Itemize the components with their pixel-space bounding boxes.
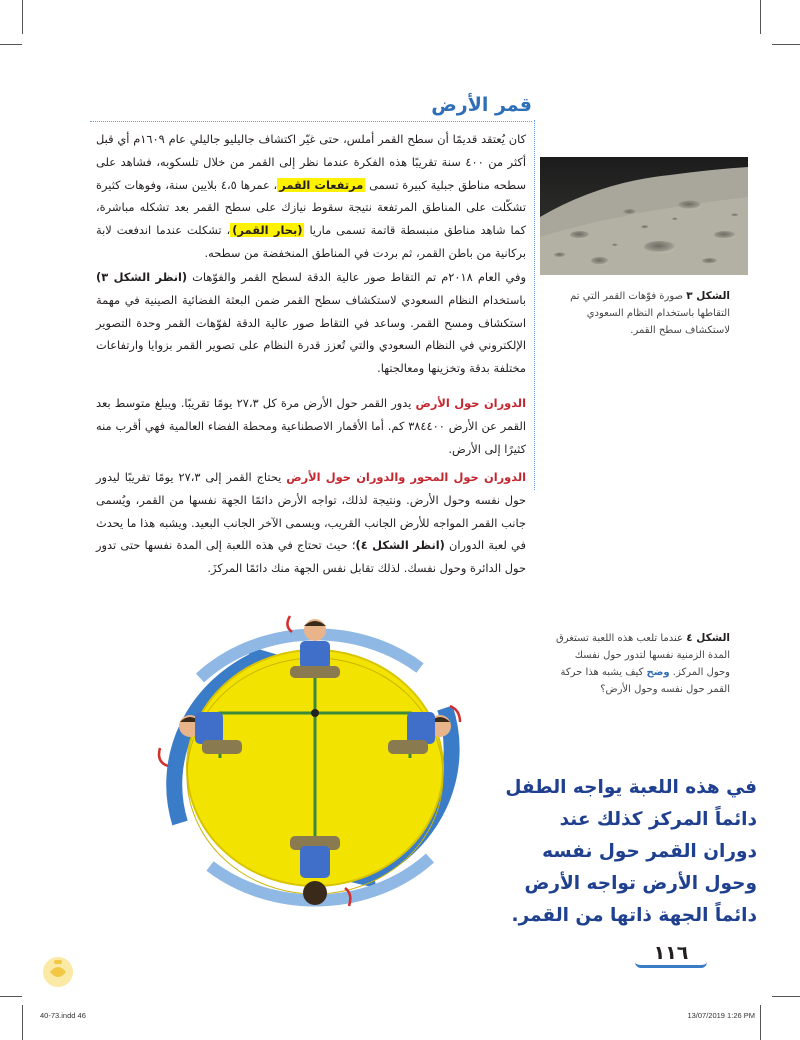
explain-prompt-text: كيف يشبه هذا حركة القمر حول نفسه وحول الأرض؟ <box>560 667 730 695</box>
page-title: قمر الأرض <box>431 94 532 116</box>
paragraph-saudi-mission <box>96 266 526 380</box>
crop-mark <box>22 0 23 34</box>
paragraph-galileo <box>96 128 526 265</box>
paragraph-text: باستخدام النظام السعودي لاستكشاف سطح القمر ضمن البعثة الفضائية الصينية في مهمة استكشاف ومسح القمر. وساعد في التقاط صور عالية الدقة لفوّهات القمر وحدة التصوير الإلكتروني في النظام السعودي والتي تُعزز قدرة النظام على تصوير القمر بزوايا وارتفاعات مختلفة بدقة وتخزينها ومعالجتها. <box>96 292 526 376</box>
paragraph-text: يدور القمر حول الأرض مرة كل ٢٧،٣ يومًا تقريبًا. ويبلغ متوسط بعد القمر عن الأرض ٣٨٤٤٠٠ كم. أما الأقمار الاصطناعية ومحطة الفضاء العالمية فهي أقرب منه كثيرًا إلى الأرض. <box>96 396 526 456</box>
print-slug-date: 13/07/2019 1:26 PM <box>687 1011 755 1020</box>
page-number: ١١٦ <box>635 938 707 968</box>
figure4-caption <box>550 630 730 698</box>
figure3-caption <box>548 288 730 339</box>
crop-mark <box>22 1005 23 1040</box>
merry-go-round-figure <box>140 608 485 913</box>
figure3-label: الشكل ٣ <box>686 290 730 302</box>
answer-annotation: في هذه اللعبة يواجه الطفل دائماً المركز كذلك عند دوران القمر حول نفسه وحول الأرض تواجه الأرض دائماً الجهة ذاتها من القمر. <box>505 777 757 926</box>
crop-mark <box>760 1005 761 1040</box>
spinning-game-illustration <box>140 608 485 913</box>
highlight-lunar-highlands: مرتفعات القمر <box>279 177 364 192</box>
explain-prompt-label: وضح <box>646 667 670 678</box>
figure-reference: (انظر الشكل ٣) <box>96 270 188 284</box>
figure4-label: الشكل ٤ <box>686 632 730 644</box>
figure4-caption-text: عندما تلعب هذه اللعبة تستغرق المدة الزمنية نفسها لتدور حول نفسك وحول المركز. <box>556 633 730 678</box>
subheading-revolution: الدوران حول الأرض <box>415 396 526 410</box>
moon-crater-photo <box>540 157 748 275</box>
title-divider <box>90 121 532 122</box>
publisher-logo-icon <box>38 952 78 992</box>
paragraph-rotation <box>96 466 526 580</box>
highlight-maria: (بحار القمر) <box>232 223 303 238</box>
paragraph-revolution <box>96 392 526 460</box>
paragraph-text: كان يُعتقد قديمًا أن سطح القمر أملس، حتى غيّر اكتشاف جاليليو جاليلي عام ١٦٠٩م أي قبل أكثر من ٤٠٠ سنة تقريبًا هذه الفكرة عندما نظر إلى القمر من خلال تلسكوبه، فشاهد على سطحه مناطق جبلية كبيرة تسمى <box>96 132 527 192</box>
figure-reference: (انظر الشكل ٤) <box>355 538 445 553</box>
paragraph-text: يحتاج القمر إلى ٢٧،٣ يومًا تقريبًا ليدور حول نفسه وحول الأرض. ونتيجة لذلك، تواجه الأرض دائمًا الجهة نفسها من القمر، ويُسمى جانب القمر المواجه للأرض الجانب القريب، ويسمى الآخر الجانب البعيد. ويشبه هذا ما يحدث في لعبة الدوران <box>96 470 526 553</box>
crop-mark <box>772 44 800 45</box>
paragraph-text: ، تشكلت عندما اندفعت لابة بركانية من باطن القمر، ثم بردت في المناطق المنخفضة من سطحه. <box>96 223 526 260</box>
paragraph-text: ، عمرها ٤،٥ بلايين سنة، وفوهات كثيرة تشكّلت على المناطق المرتفعة نتيجة سقوط نيازك على سطح القمر بعد تشكله مباشرة، كما شاهد مناطق منبسطة قاتمة تسمى ماريا <box>96 177 527 238</box>
crop-mark <box>0 996 22 997</box>
crop-mark <box>772 996 800 997</box>
paragraph-text: وفي العام ٢٠١٨م تم التقاط صور عالية الدقة لسطح القمر والفوّهات <box>187 270 526 284</box>
child-top <box>290 619 340 678</box>
moon-surface-image <box>540 157 748 275</box>
print-slug-file: 40-73.indd 46 <box>40 1011 86 1020</box>
crop-mark <box>0 44 22 45</box>
crop-mark <box>760 0 761 34</box>
paragraph-text: ؛ حيث تحتاج في هذه اللعبة إلى المدة نفسها حتى تدور حول الدائرة وحول نفسك. لذلك تقابل نفس الجهة منك دائمًا المركزَ. <box>96 538 526 576</box>
figure3-caption-text: صورة فوّهات القمر التي تم التقاطها باستخدام النظام السعودي لاستكشاف سطح القمر. <box>570 291 730 336</box>
subheading-rotation: الدوران حول المحور والدوران حول الأرض <box>286 470 526 484</box>
column-divider <box>534 120 535 490</box>
